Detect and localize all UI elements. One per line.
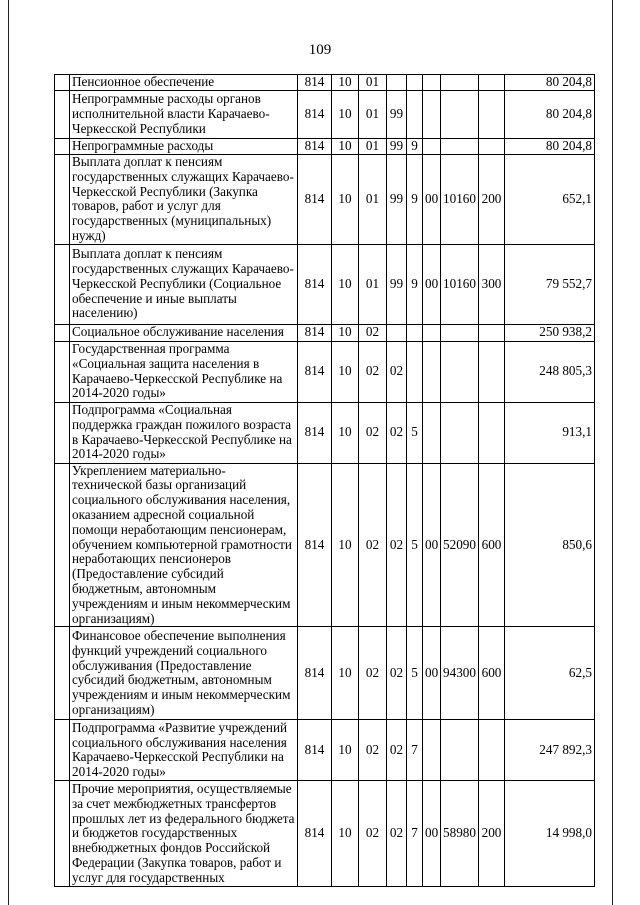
amount-cell: 79 552,7 bbox=[505, 244, 595, 324]
item-name-cell: Непрограммные расходы органов исполнительной власти Карачаево-Черкесской Республики bbox=[70, 91, 298, 139]
ved-cell: 814 bbox=[298, 627, 332, 720]
rz-cell: 10 bbox=[332, 627, 359, 720]
program-cell: 02 bbox=[387, 463, 407, 627]
program-cell: 99 bbox=[387, 155, 407, 245]
subprogram-cell: 5 bbox=[407, 402, 423, 463]
amount-cell: 80 204,8 bbox=[505, 91, 595, 139]
row-marker-cell bbox=[55, 463, 70, 627]
rz-cell: 10 bbox=[332, 139, 359, 155]
table-row bbox=[55, 324, 595, 341]
expense-type-cell bbox=[479, 402, 505, 463]
subprogram-cell: 5 bbox=[407, 627, 423, 720]
direction-cell bbox=[423, 341, 441, 402]
row-marker-cell bbox=[55, 781, 70, 887]
binding-line-right bbox=[612, 0, 613, 905]
subprogram-cell: 7 bbox=[407, 720, 423, 781]
rz-cell: 10 bbox=[332, 402, 359, 463]
table-row bbox=[55, 139, 595, 155]
program-cell: 02 bbox=[387, 627, 407, 720]
pr-cell: 01 bbox=[359, 91, 387, 139]
event-code-cell bbox=[441, 341, 479, 402]
direction-cell: 00 bbox=[423, 781, 441, 887]
rz-cell: 10 bbox=[332, 341, 359, 402]
expense-type-cell: 600 bbox=[479, 627, 505, 720]
rz-cell: 10 bbox=[332, 720, 359, 781]
amount-cell: 14 998,0 bbox=[505, 781, 595, 887]
amount-cell: 80 204,8 bbox=[505, 139, 595, 155]
rz-cell: 10 bbox=[332, 91, 359, 139]
program-cell: 99 bbox=[387, 139, 407, 155]
table-row bbox=[55, 720, 595, 781]
amount-cell: 250 938,2 bbox=[505, 324, 595, 341]
table-row bbox=[55, 463, 595, 627]
item-name-cell: Укреплением материально-технической базы организаций социального обслуживания населения, оказанием адресной социальной помощи неработающим пенсионерам, обучением компьютерной грамотности неработающих пенсионеров (Предоставление субсидий бюджетным, автономным учреждениям и иным некоммерческим организациям) bbox=[70, 463, 298, 627]
row-marker-cell bbox=[55, 75, 70, 91]
table-row bbox=[55, 402, 595, 463]
amount-cell: 913,1 bbox=[505, 402, 595, 463]
program-cell bbox=[387, 75, 407, 91]
pr-cell: 02 bbox=[359, 341, 387, 402]
program-cell: 99 bbox=[387, 91, 407, 139]
event-code-cell bbox=[441, 402, 479, 463]
subprogram-cell: 9 bbox=[407, 244, 423, 324]
subprogram-cell bbox=[407, 341, 423, 402]
event-code-cell bbox=[441, 91, 479, 139]
rz-cell: 10 bbox=[332, 75, 359, 91]
direction-cell bbox=[423, 402, 441, 463]
ved-cell: 814 bbox=[298, 91, 332, 139]
ved-cell: 814 bbox=[298, 781, 332, 887]
pr-cell: 01 bbox=[359, 155, 387, 245]
pr-cell: 01 bbox=[359, 75, 387, 91]
expense-type-cell bbox=[479, 720, 505, 781]
table-row bbox=[55, 155, 595, 245]
table-row bbox=[55, 627, 595, 720]
direction-cell: 00 bbox=[423, 155, 441, 245]
pr-cell: 02 bbox=[359, 781, 387, 887]
event-code-cell: 58980 bbox=[441, 781, 479, 887]
ved-cell: 814 bbox=[298, 139, 332, 155]
subprogram-cell: 9 bbox=[407, 139, 423, 155]
item-name-cell: Подпрограмма «Социальная поддержка граждан пожилого возраста в Карачаево-Черкесской Республике на 2014-2020 годы» bbox=[70, 402, 298, 463]
amount-cell: 652,1 bbox=[505, 155, 595, 245]
pr-cell: 02 bbox=[359, 720, 387, 781]
ved-cell: 814 bbox=[298, 463, 332, 627]
amount-cell: 62,5 bbox=[505, 627, 595, 720]
expense-type-cell: 600 bbox=[479, 463, 505, 627]
row-marker-cell bbox=[55, 155, 70, 245]
rz-cell: 10 bbox=[332, 781, 359, 887]
pr-cell: 01 bbox=[359, 244, 387, 324]
item-name-cell: Непрограммные расходы bbox=[70, 139, 298, 155]
item-name-cell: Выплата доплат к пенсиям государственных служащих Карачаево-Черкесской Республики (Социальное обеспечение и иные выплаты населению) bbox=[70, 244, 298, 324]
program-cell bbox=[387, 324, 407, 341]
rz-cell: 10 bbox=[332, 244, 359, 324]
ved-cell: 814 bbox=[298, 155, 332, 245]
expense-type-cell: 200 bbox=[479, 781, 505, 887]
rz-cell: 10 bbox=[332, 324, 359, 341]
ved-cell: 814 bbox=[298, 244, 332, 324]
subprogram-cell: 7 bbox=[407, 781, 423, 887]
direction-cell bbox=[423, 139, 441, 155]
table-row bbox=[55, 244, 595, 324]
row-marker-cell bbox=[55, 139, 70, 155]
event-code-cell bbox=[441, 324, 479, 341]
ved-cell: 814 bbox=[298, 402, 332, 463]
pr-cell: 01 bbox=[359, 139, 387, 155]
event-code-cell: 10160 bbox=[441, 244, 479, 324]
table-row bbox=[55, 341, 595, 402]
expense-type-cell bbox=[479, 324, 505, 341]
direction-cell: 00 bbox=[423, 244, 441, 324]
direction-cell: 00 bbox=[423, 463, 441, 627]
subprogram-cell bbox=[407, 91, 423, 139]
expense-type-cell bbox=[479, 139, 505, 155]
item-name-cell: Финансовое обеспечение выполнения функций учреждений социального обслуживания (Предоставление субсидий бюджетным, автономным учреждениям и иным некоммерческим организациям) bbox=[70, 627, 298, 720]
direction-cell bbox=[423, 720, 441, 781]
ved-cell: 814 bbox=[298, 75, 332, 91]
table-row bbox=[55, 91, 595, 139]
amount-cell: 247 892,3 bbox=[505, 720, 595, 781]
amount-cell: 80 204,8 bbox=[505, 75, 595, 91]
rz-cell: 10 bbox=[332, 463, 359, 627]
program-cell: 02 bbox=[387, 781, 407, 887]
item-name-cell: Социальное обслуживание населения bbox=[70, 324, 298, 341]
budget-table bbox=[54, 74, 595, 887]
event-code-cell: 52090 bbox=[441, 463, 479, 627]
direction-cell bbox=[423, 75, 441, 91]
amount-cell: 248 805,3 bbox=[505, 341, 595, 402]
pr-cell: 02 bbox=[359, 463, 387, 627]
page-number: 109 bbox=[308, 42, 332, 58]
item-name-cell: Прочие мероприятия, осуществляемые за счет межбюджетных трансфертов прошлых лет из федерального бюджета и бюджетов государственных внебюджетных фондов Российской Федерации (Закупка товаров, работ и услуг для государственных bbox=[70, 781, 298, 887]
event-code-cell bbox=[441, 139, 479, 155]
direction-cell bbox=[423, 324, 441, 341]
row-marker-cell bbox=[55, 627, 70, 720]
item-name-cell: Пенсионное обеспечение bbox=[70, 75, 298, 91]
row-marker-cell bbox=[55, 244, 70, 324]
table-row bbox=[55, 781, 595, 887]
program-cell: 02 bbox=[387, 341, 407, 402]
ved-cell: 814 bbox=[298, 324, 332, 341]
row-marker-cell bbox=[55, 324, 70, 341]
direction-cell: 00 bbox=[423, 627, 441, 720]
item-name-cell: Выплата доплат к пенсиям государственных служащих Карачаево-Черкесской Республики (Закупка товаров, работ и услуг для государственных (муниципальных) нужд) bbox=[70, 155, 298, 245]
table-row bbox=[55, 75, 595, 91]
pr-cell: 02 bbox=[359, 324, 387, 341]
program-cell: 99 bbox=[387, 244, 407, 324]
expense-type-cell bbox=[479, 75, 505, 91]
expense-type-cell: 200 bbox=[479, 155, 505, 245]
program-cell: 02 bbox=[387, 720, 407, 781]
program-cell: 02 bbox=[387, 402, 407, 463]
expense-type-cell: 300 bbox=[479, 244, 505, 324]
direction-cell bbox=[423, 91, 441, 139]
event-code-cell bbox=[441, 720, 479, 781]
subprogram-cell: 9 bbox=[407, 155, 423, 245]
table-body bbox=[55, 75, 595, 887]
row-marker-cell bbox=[55, 720, 70, 781]
amount-cell: 850,6 bbox=[505, 463, 595, 627]
ved-cell: 814 bbox=[298, 341, 332, 402]
subprogram-cell bbox=[407, 75, 423, 91]
row-marker-cell bbox=[55, 91, 70, 139]
rz-cell: 10 bbox=[332, 155, 359, 245]
event-code-cell: 94300 bbox=[441, 627, 479, 720]
expense-type-cell bbox=[479, 91, 505, 139]
binding-line-left bbox=[8, 0, 9, 905]
item-name-cell: Государственная программа «Социальная защита населения в Карачаево-Черкесской Республике на 2014-2020 годы» bbox=[70, 341, 298, 402]
ved-cell: 814 bbox=[298, 720, 332, 781]
item-name-cell: Подпрограмма «Развитие учреждений социального обслуживания населения Карачаево-Черкесской Республики на 2014-2020 годы» bbox=[70, 720, 298, 781]
pr-cell: 02 bbox=[359, 627, 387, 720]
row-marker-cell bbox=[55, 402, 70, 463]
row-marker-cell bbox=[55, 341, 70, 402]
subprogram-cell: 5 bbox=[407, 463, 423, 627]
event-code-cell bbox=[441, 75, 479, 91]
pr-cell: 02 bbox=[359, 402, 387, 463]
expense-type-cell bbox=[479, 341, 505, 402]
event-code-cell: 10160 bbox=[441, 155, 479, 245]
subprogram-cell bbox=[407, 324, 423, 341]
